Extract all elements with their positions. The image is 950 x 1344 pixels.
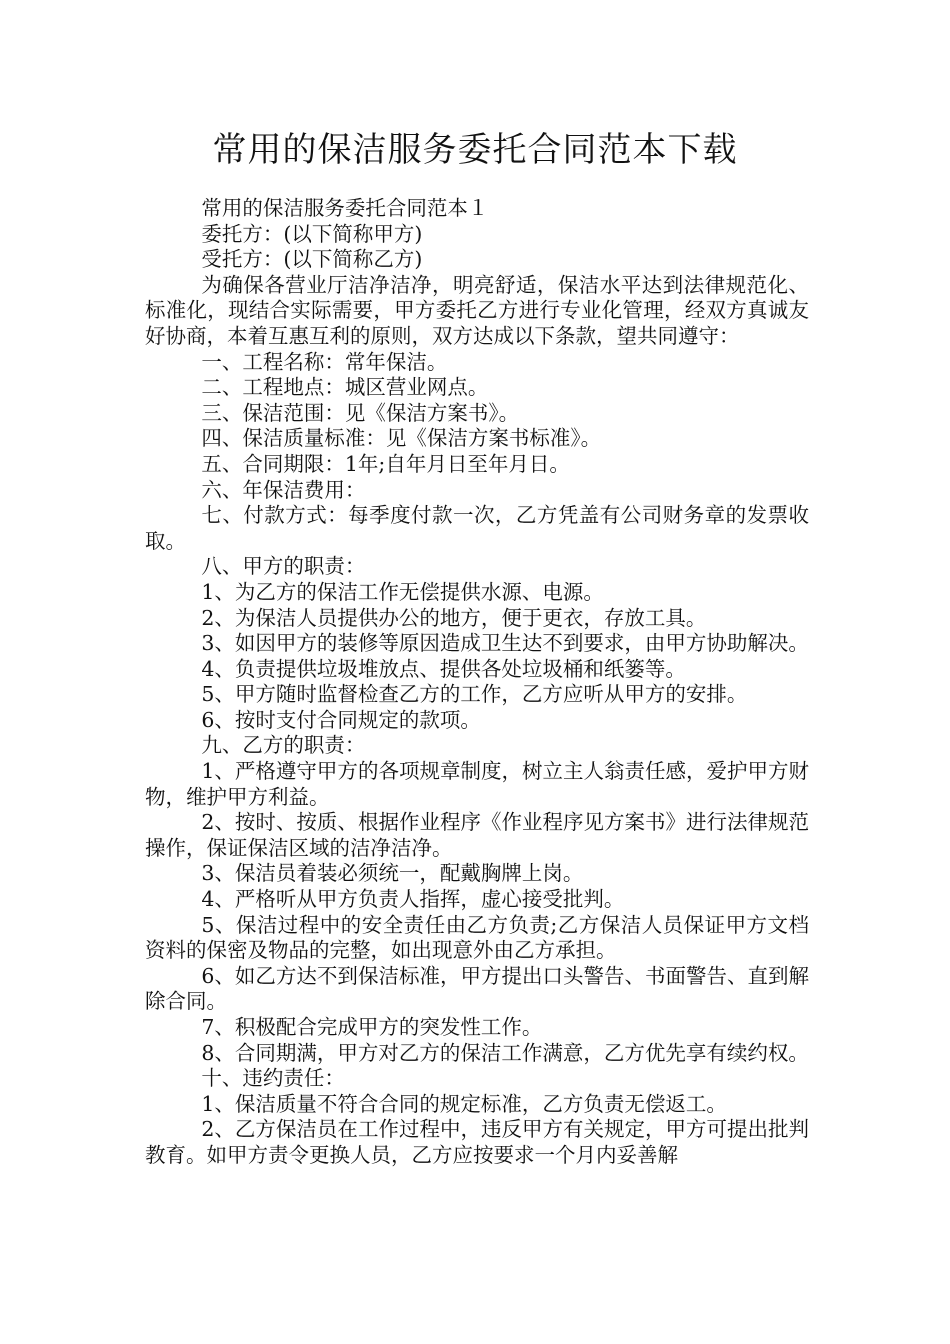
paragraph-party-b: 受托方：(以下简称乙方) [201,247,423,272]
party-b-duty-8: 8、合同期满，甲方对乙方的保洁工作满意，乙方优先享有续约权。 [201,1040,809,1065]
document-title: 常用的保洁服务委托合同范本下载 [212,130,738,170]
party-a-duty-2: 2、为保洁人员提供办公的地方，便于更衣，存放工具。 [201,605,707,630]
section-party-b-duties: 九、乙方的职责： [201,733,366,758]
paragraph-party-a: 委托方：(以下简称甲方) [201,221,423,246]
party-b-duty-1: 1、严格遵守甲方的各项规章制度，树立主人翁责任感，爱护甲方财物，维护甲方利益。 [145,759,809,809]
party-b-duty-3: 3、保洁员着装必须统一，配戴胸牌上岗。 [201,861,584,886]
party-b-duty-7: 7、积极配合完成甲方的突发性工作。 [201,1015,543,1039]
party-b-duty-4: 4、严格听从甲方负责人指挥，虚心接受批判。 [201,887,625,912]
party-b-duty-2: 2、按时、按质、根据作业程序《作业程序见方案书》进行法律规范操作，保证保洁区域的洁净洁净。 [145,810,809,860]
document-body [145,196,809,1169]
section-party-a-duties: 八、甲方的职责： [201,554,366,579]
party-a-duty-4: 4、负责提供垃圾堆放点、提供各处垃圾桶和纸篓等。 [201,656,686,681]
party-a-duty-3: 3、如因甲方的装修等原因造成卫生达不到要求，由甲方协助解决。 [201,631,809,656]
breach-clause-1: 1、保洁质量不符合合同的规定标准，乙方负责无偿返工。 [201,1091,727,1116]
clause-contract-term: 五、合同期限：1年;自年月日至年月日。 [201,451,570,476]
section-breach-liability: 十、违约责任： [201,1066,345,1091]
clause-cleaning-scope: 三、保洁范围：见《保洁方案书》。 [201,400,520,425]
clause-payment-method: 七、付款方式：每季度付款一次，乙方凭盖有公司财务章的发票收取。 [145,503,809,553]
paragraph-subtitle: 常用的保洁服务委托合同范本１ [201,196,489,220]
party-b-duty-6: 6、如乙方达不到保洁标准，甲方提出口头警告、书面警告、直到解除合同。 [145,963,809,1014]
clause-annual-fee: 六、年保洁费用： [201,477,366,502]
paragraph-preamble: 为确保各营业厅洁净洁净，明亮舒适，保洁水平达到法律规范化、标准化，现结合实际需要，甲方委托乙方进行专业化管理，经双方真诚友好协商，本着互惠互利的原则，双方达成以下条款，望共同遵守： [145,272,809,348]
breach-clause-2: 2、乙方保洁员在工作过程中，违反甲方有关规定，甲方可提出批判教育。如甲方责令更换人员，乙方应按要求一个月内妥善解 [145,1117,809,1167]
party-a-duty-5: 5、甲方随时监督检查乙方的工作，乙方应听从甲方的安排。 [201,682,748,707]
clause-project-location: 二、工程地点：城区营业网点。 [201,375,489,400]
party-a-duty-6: 6、按时支付合同规定的款项。 [201,707,481,732]
clause-project-name: 一、工程名称：常年保洁。 [201,349,448,374]
party-a-duty-1: 1、为乙方的保洁工作无偿提供水源、电源。 [201,579,604,604]
party-b-duty-5: 5、保洁过程中的安全责任由乙方负责;乙方保洁人员保证甲方文档资料的保密及物品的完整，如出现意外由乙方承担。 [145,912,809,963]
clause-quality-standard: 四、保洁质量标准：见《保洁方案书标准》。 [201,426,602,451]
